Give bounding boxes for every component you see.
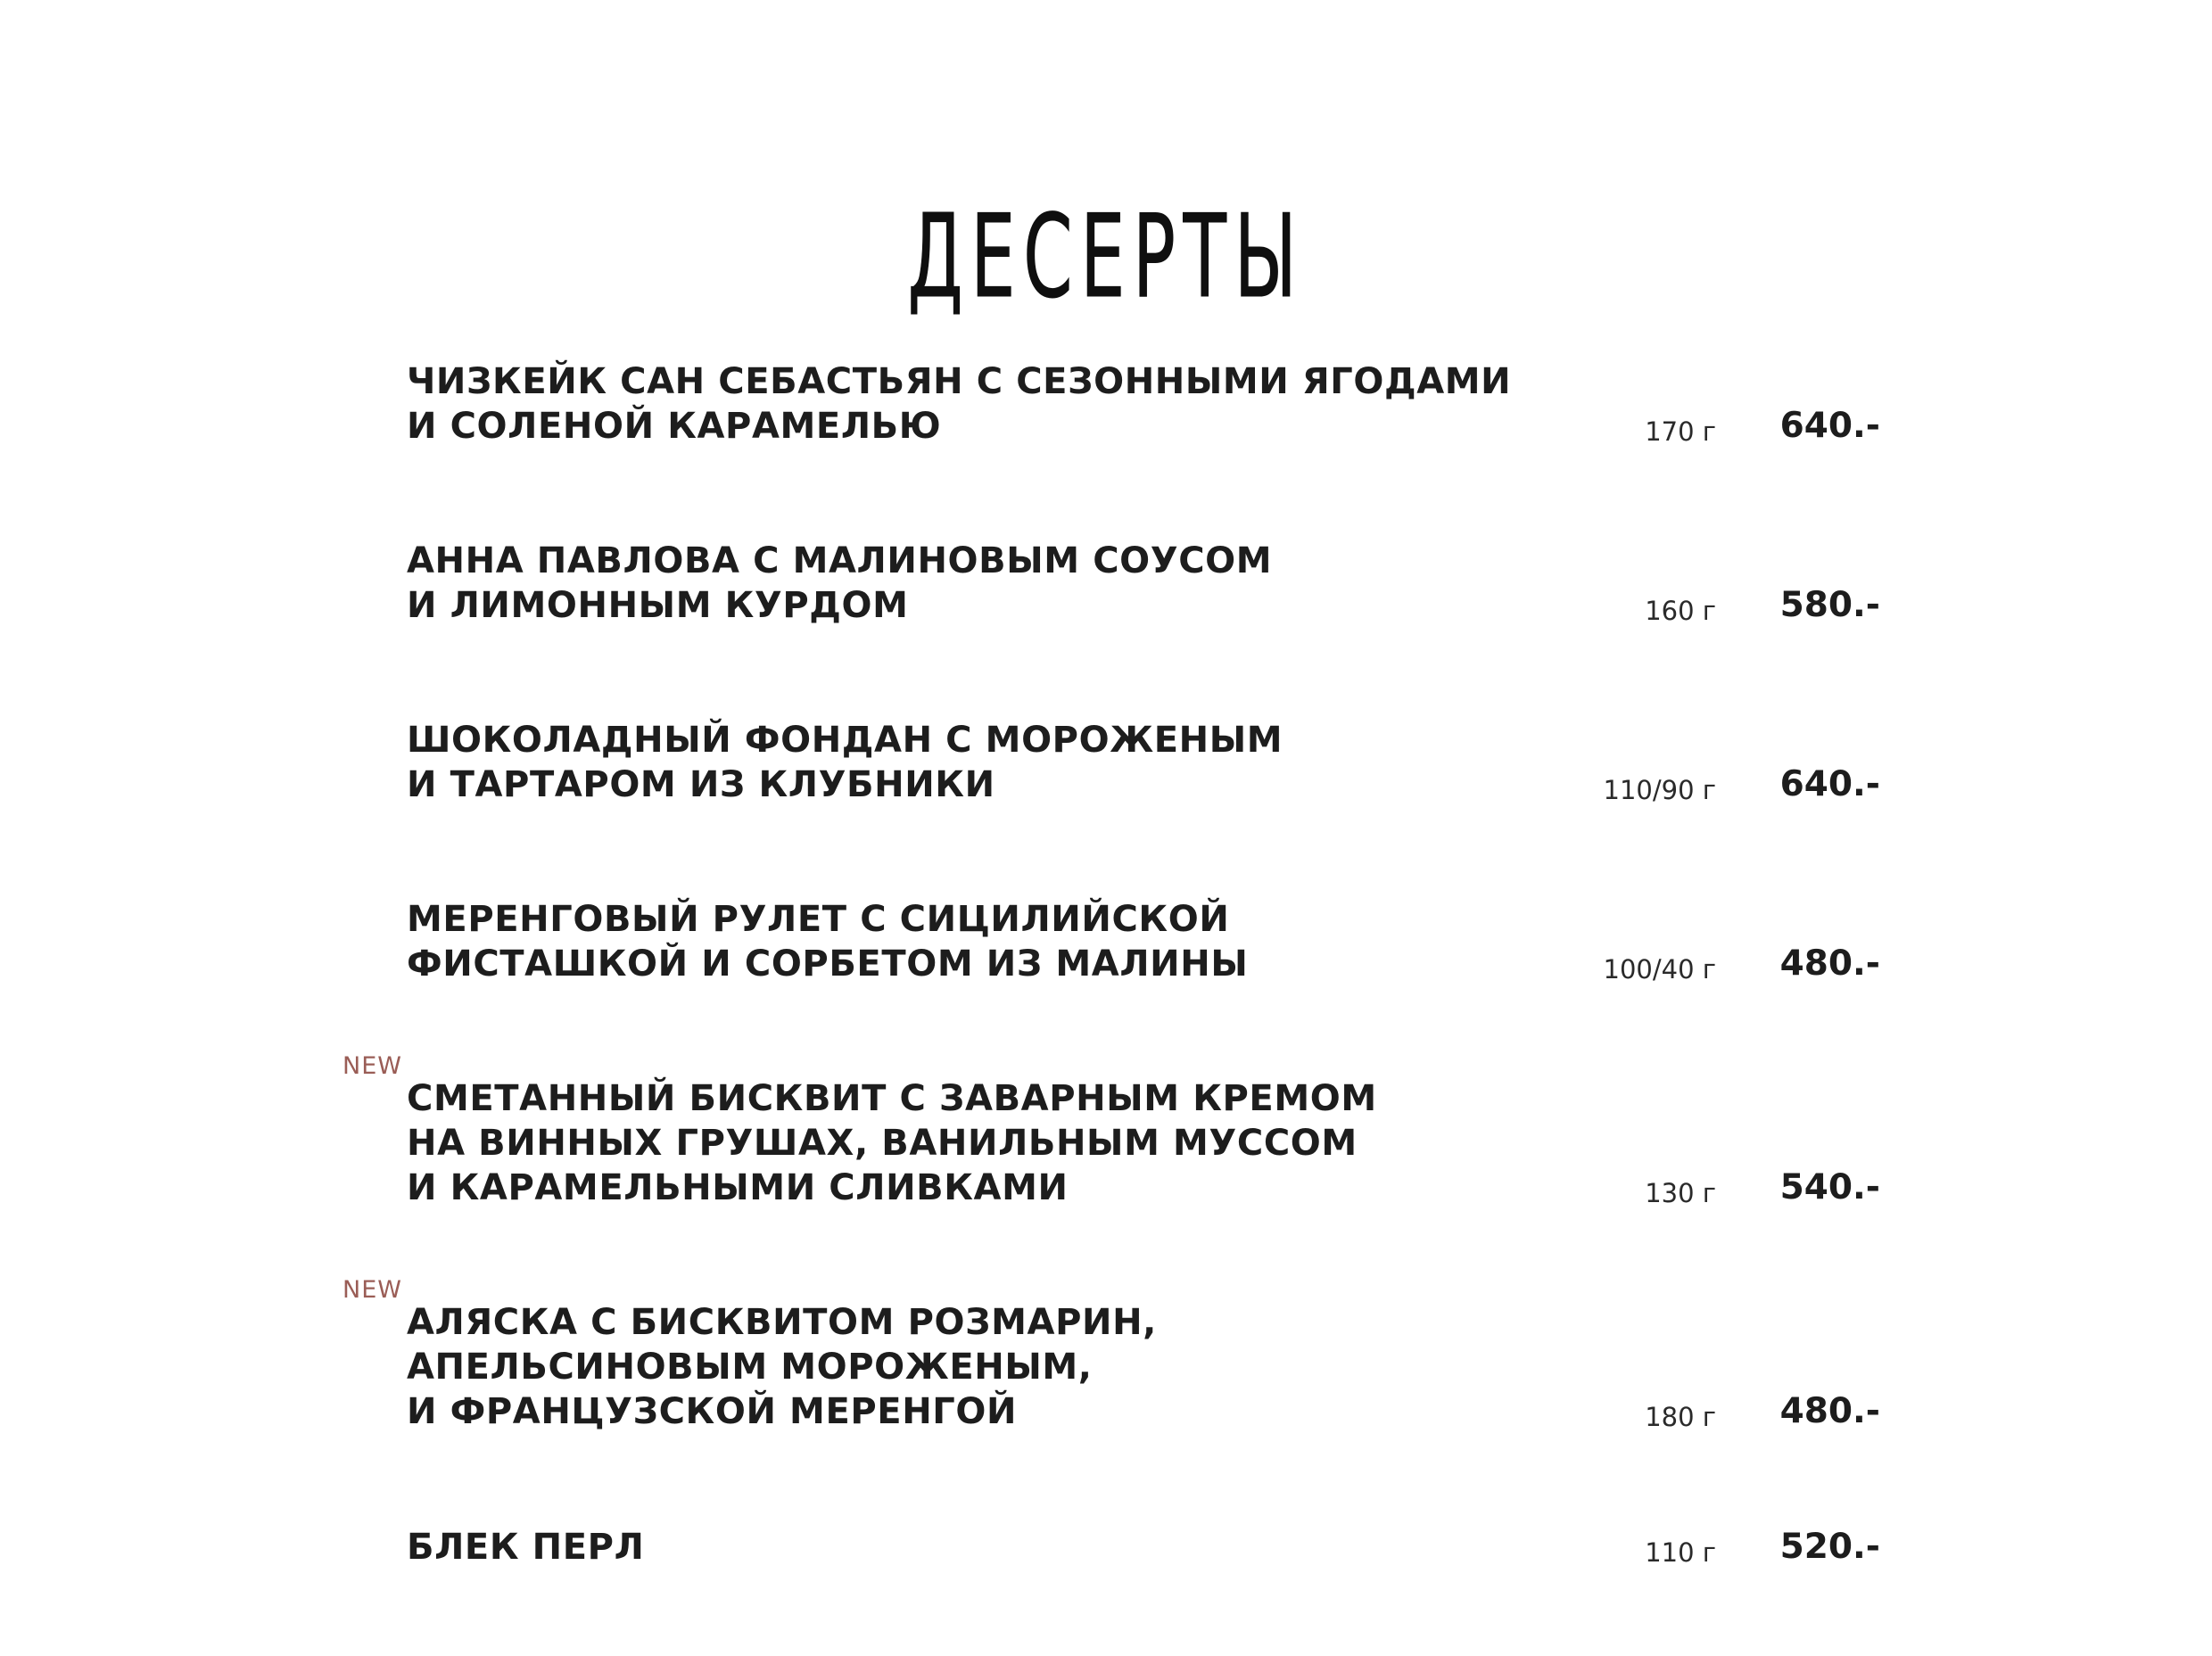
- item-weight: 130 г: [1645, 1178, 1716, 1208]
- item-name: [407, 359, 1511, 449]
- item-name-line: ЧИЗКЕЙК САН СЕБАСТЬЯН С СЕЗОННЫМИ ЯГОДАМИ: [407, 361, 1512, 402]
- item-name-line: АПЕЛЬСИНОВЫМ МОРОЖЕНЫМ,: [407, 1347, 1093, 1388]
- item-name: [407, 718, 1283, 807]
- item-name: [407, 539, 1272, 628]
- item-name-line: И ЛИМОННЫМ КУРДОМ: [407, 585, 909, 626]
- new-badge: NEW: [343, 1276, 402, 1304]
- item-name-line: АННА ПАВЛОВА С МАЛИНОВЫМ СОУСОМ: [407, 540, 1273, 581]
- item-name: [407, 897, 1248, 986]
- item-name-line: И КАРАМЕЛЬНЫМИ СЛИВКАМИ: [407, 1167, 1069, 1208]
- item-name: [407, 1076, 1377, 1210]
- item-price: 640.-: [1779, 764, 1880, 804]
- item-price: 480.-: [1779, 943, 1880, 984]
- item-name: [407, 1525, 644, 1569]
- item-weight: 180 г: [1645, 1402, 1716, 1432]
- new-badge: NEW: [343, 1052, 402, 1080]
- item-name-line: БЛЕК ПЕРЛ: [407, 1527, 645, 1568]
- item-price: 540.-: [1779, 1167, 1880, 1207]
- item-price: 480.-: [1779, 1391, 1880, 1431]
- item-name-line: НА ВИННЫХ ГРУШАХ, ВАНИЛЬНЫМ МУССОМ: [407, 1123, 1358, 1164]
- item-weight: 110/90 г: [1603, 775, 1716, 805]
- item-weight: 110 г: [1645, 1537, 1716, 1568]
- item-weight: 160 г: [1645, 596, 1716, 626]
- item-name-line: ШОКОЛАДНЫЙ ФОНДАН С МОРОЖЕНЫМ: [407, 720, 1283, 761]
- item-name-line: СМЕТАННЫЙ БИСКВИТ С ЗАВАРНЫМ КРЕМОМ: [407, 1078, 1377, 1119]
- item-name-line: МЕРЕНГОВЫЙ РУЛЕТ С СИЦИЛИЙСКОЙ: [407, 899, 1230, 940]
- item-name-line: ФИСТАШКОЙ И СОРБЕТОМ ИЗ МАЛИНЫ: [407, 943, 1249, 985]
- item-price: 580.-: [1779, 585, 1880, 625]
- item-name-line: И ФРАНЦУЗСКОЙ МЕРЕНГОЙ: [407, 1391, 1018, 1432]
- item-name: [407, 1300, 1157, 1434]
- page-title: ДЕСЕРТЫ: [907, 190, 1305, 324]
- item-name-line: И ТАРТАРОМ ИЗ КЛУБНИКИ: [407, 764, 995, 805]
- item-weight: 100/40 г: [1603, 954, 1716, 985]
- item-name-line: АЛЯСКА С БИСКВИТОМ РОЗМАРИН,: [407, 1302, 1157, 1343]
- item-price: 520.-: [1779, 1527, 1880, 1567]
- item-weight: 170 г: [1645, 416, 1716, 447]
- item-price: 640.-: [1779, 406, 1880, 446]
- item-name-line: И СОЛЕНОЙ КАРАМЕЛЬЮ: [407, 406, 942, 447]
